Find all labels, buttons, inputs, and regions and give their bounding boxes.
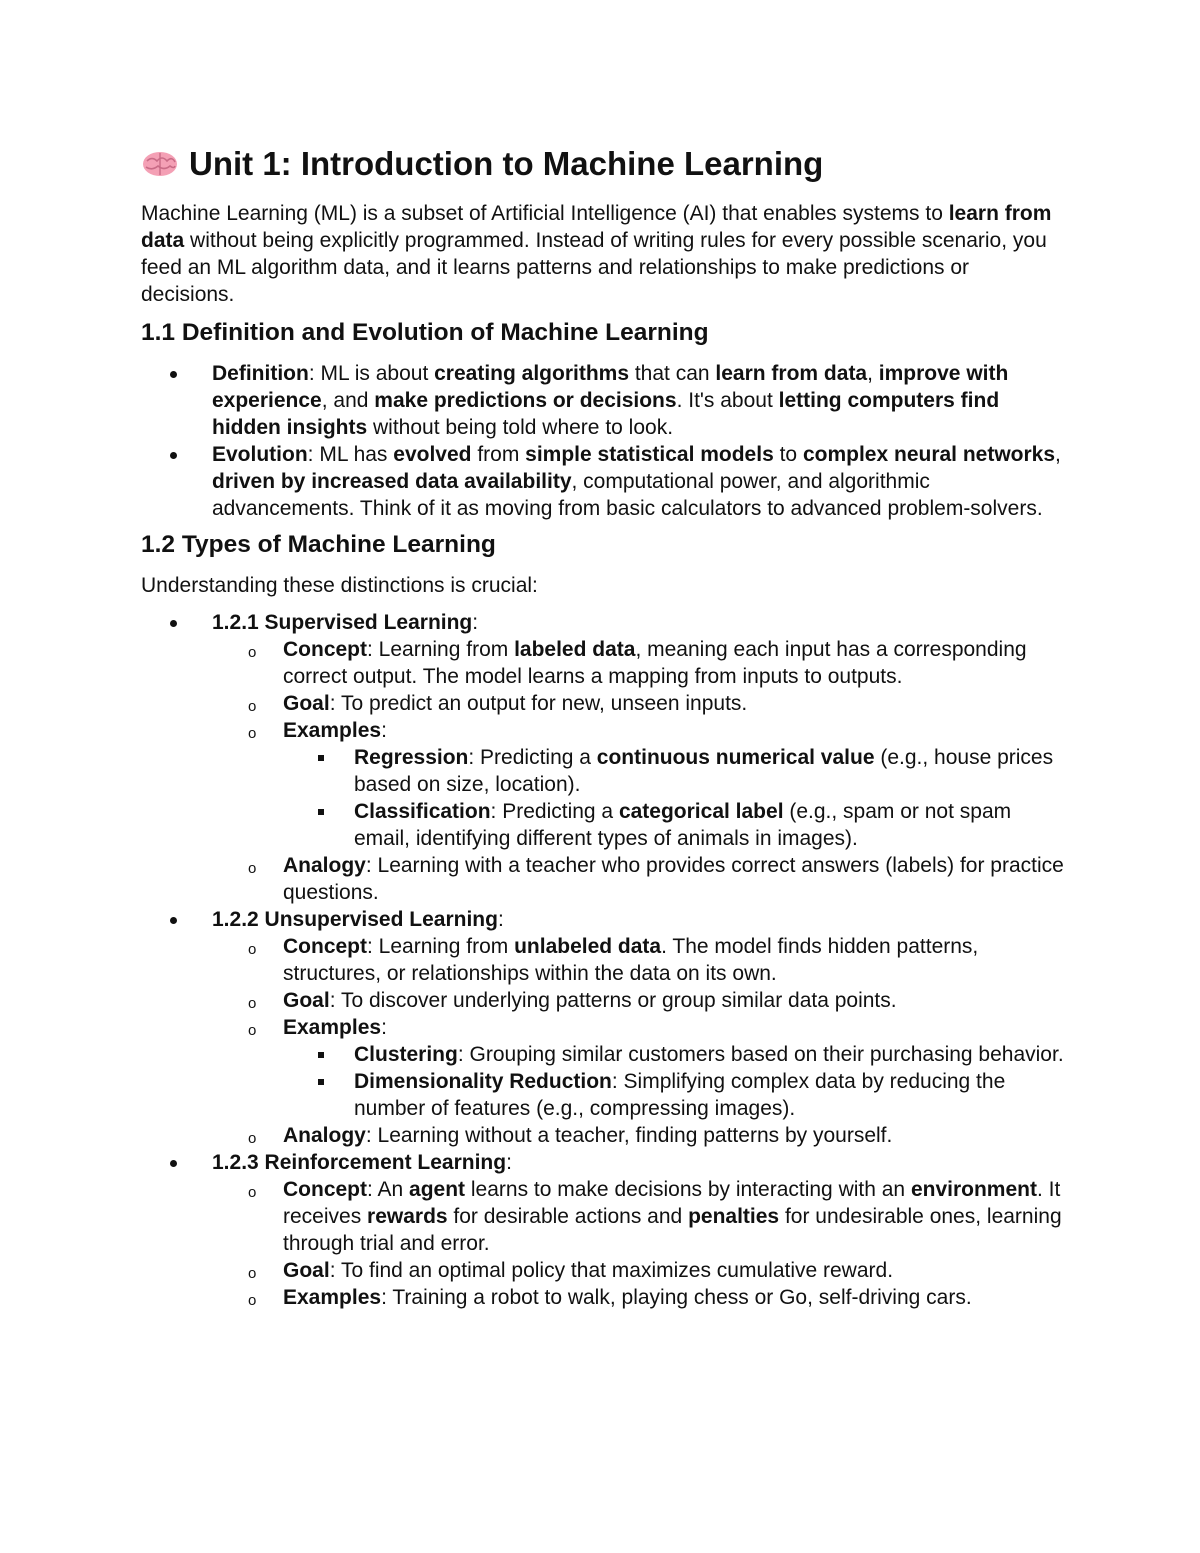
text-run: : Training a robot to walk, playing chess or Go, self-driving cars. xyxy=(381,1286,972,1309)
text-run: Machine Learning (ML) is a subset of Artificial Intelligence (AI) that enables systems to xyxy=(141,202,949,225)
bold-text-run: simple statistical models xyxy=(525,443,774,466)
circle-bullet-icon: o xyxy=(248,644,257,661)
reinforcement-learning-item xyxy=(212,1149,1066,1311)
bold-text-run: make predictions or decisions xyxy=(374,389,677,412)
text-run: , computational power, and algorithmic advancements. Think of it as moving from basic calculators to advanced problem-solvers. xyxy=(212,470,1043,520)
bold-text-run: Definition xyxy=(212,362,309,385)
examples-item xyxy=(248,717,1066,852)
section-1-2-title: 1.2 Types of Machine Learning xyxy=(141,531,496,558)
text-run: : To predict an output for new, unseen inputs. xyxy=(329,692,748,715)
square-bullet-icon xyxy=(318,1052,324,1058)
bold-text-run: creating algorithms xyxy=(434,362,630,385)
text-run: : An xyxy=(367,1178,410,1201)
bullet-icon xyxy=(170,452,177,459)
goal-text xyxy=(283,989,897,1012)
bold-text-run: Dimensionality Reduction xyxy=(354,1070,612,1093)
bold-text-run: Examples xyxy=(283,1286,382,1309)
concept-item xyxy=(248,1176,1066,1257)
bold-text-run: letting computers find hidden insights xyxy=(212,389,1000,439)
examples-list xyxy=(283,1041,1066,1122)
bold-text-run: learn from data xyxy=(141,202,1052,252)
intro-paragraph xyxy=(141,200,1066,308)
examples-label xyxy=(283,1016,387,1039)
text-run: for undesirable ones, learning through trial and error. xyxy=(283,1205,1062,1255)
bold-text-run: labeled data xyxy=(514,638,636,661)
text-run: : Learning from xyxy=(367,935,515,958)
text-run: , meaning each input has a corresponding correct output. The model learns a mapping from inputs to outputs. xyxy=(283,638,1027,688)
bold-text-run: Analogy xyxy=(283,1124,366,1147)
circle-bullet-icon: o xyxy=(248,698,257,715)
bullet-icon xyxy=(170,1160,177,1167)
bold-text-run: 1.2.1 Supervised Learning xyxy=(212,611,473,634)
bold-text-run: learn from data xyxy=(715,362,868,385)
analogy-text xyxy=(283,1124,892,1147)
analogy-item xyxy=(248,852,1066,906)
text-run: : Predicting a xyxy=(490,800,619,823)
text-run: : xyxy=(497,908,504,931)
bold-text-run: categorical label xyxy=(618,800,784,823)
bold-text-run: agent xyxy=(409,1178,466,1201)
text-run: : xyxy=(381,719,387,742)
examples-item xyxy=(248,1014,1066,1122)
bullet-icon xyxy=(170,371,177,378)
section-1-1-title: 1.1 Definition and Evolution of Machine Learning xyxy=(141,319,709,346)
bold-text-run: Concept xyxy=(283,638,367,661)
learning-types-list xyxy=(141,609,1066,1311)
square-bullet-icon xyxy=(318,1079,324,1085)
bold-text-run: Clustering xyxy=(354,1043,458,1066)
concept-text xyxy=(283,935,978,985)
dimensionality-reduction-item xyxy=(354,1068,1066,1122)
circle-bullet-icon: o xyxy=(248,1130,257,1147)
text-run: . It receives xyxy=(283,1178,1061,1228)
unsupervised-learning-item xyxy=(212,906,1066,1149)
text-run: . The model finds hidden patterns, structures, or relationships within the data on its own. xyxy=(283,935,979,985)
text-run: (e.g., spam or not spam email, identifying different types of animals in images). xyxy=(354,800,1012,850)
text-run: . It's about xyxy=(676,389,779,412)
regression-item xyxy=(354,744,1066,798)
concept-item xyxy=(248,933,1066,987)
classification-item xyxy=(354,798,1066,852)
text-run: : Learning without a teacher, finding patterns by yourself. xyxy=(365,1124,893,1147)
circle-bullet-icon: o xyxy=(248,725,257,742)
reinforcement-heading xyxy=(212,1151,512,1174)
page-title-text: Unit 1: Introduction to Machine Learning xyxy=(189,145,824,182)
circle-bullet-icon: o xyxy=(248,1184,257,1201)
section-1-1-list xyxy=(141,360,1066,522)
circle-bullet-icon: o xyxy=(248,941,257,958)
text-run: , xyxy=(867,362,879,385)
regression-text xyxy=(354,746,1053,796)
bold-text-run: Classification xyxy=(354,800,491,823)
text-run: , xyxy=(1055,443,1061,466)
text-run: : Predicting a xyxy=(468,746,597,769)
bold-text-run: rewards xyxy=(367,1205,448,1228)
reinforcement-details xyxy=(212,1176,1066,1311)
bold-text-run: Analogy xyxy=(283,854,366,877)
bold-text-run: environment xyxy=(910,1178,1037,1201)
evolution-text xyxy=(212,443,1061,520)
dimensionality-reduction-text xyxy=(354,1070,1005,1120)
goal-item xyxy=(248,1257,1066,1284)
text-run: : xyxy=(472,611,479,634)
bold-text-run: Goal xyxy=(283,1259,330,1282)
circle-bullet-icon: o xyxy=(248,860,257,877)
bold-text-run: 1.2.3 Reinforcement Learning xyxy=(212,1151,507,1174)
concept-item xyxy=(248,636,1066,690)
bold-text-run: Regression xyxy=(354,746,469,769)
examples-label xyxy=(283,719,387,742)
text-run: : Learning with a teacher who provides correct answers (labels) for practice questions. xyxy=(283,854,1064,904)
square-bullet-icon xyxy=(318,809,324,815)
analogy-item xyxy=(248,1122,1066,1149)
bullet-icon xyxy=(170,620,177,627)
section-1-2-lead: Understanding these distinctions is crucial: xyxy=(141,574,538,597)
text-run: : xyxy=(381,1016,387,1039)
text-run: (e.g., house prices based on size, location). xyxy=(354,746,1054,796)
bold-text-run: continuous numerical value xyxy=(596,746,875,769)
supervised-details xyxy=(212,636,1066,906)
text-run: learns to make decisions by interacting with an xyxy=(465,1178,911,1201)
text-run: , and xyxy=(321,389,375,412)
text-run: without being told where to look. xyxy=(367,416,674,439)
text-run: : Grouping similar customers based on their purchasing behavior. xyxy=(457,1043,1064,1066)
examples-text xyxy=(283,1286,972,1309)
supervised-learning-item xyxy=(212,609,1066,906)
text-run: : Learning from xyxy=(367,638,515,661)
text-run: for desirable actions and xyxy=(447,1205,689,1228)
bold-text-run: Goal xyxy=(283,989,330,1012)
goal-text xyxy=(283,1259,893,1282)
text-run: that can xyxy=(629,362,716,385)
bold-text-run: penalties xyxy=(688,1205,780,1228)
bold-text-run: Examples xyxy=(283,1016,382,1039)
definition-text xyxy=(212,362,1008,439)
unsupervised-details xyxy=(212,933,1066,1149)
document-page xyxy=(141,138,1066,1311)
definition-item xyxy=(212,360,1066,441)
text-run: from xyxy=(471,443,526,466)
bold-text-run: unlabeled data xyxy=(514,935,662,958)
text-run: to xyxy=(773,443,803,466)
circle-bullet-icon: o xyxy=(248,1265,257,1282)
examples-item xyxy=(248,1284,1066,1311)
goal-text xyxy=(283,692,747,715)
bold-text-run: Goal xyxy=(283,692,330,715)
bold-text-run: complex neural networks xyxy=(802,443,1056,466)
bold-text-run: driven by increased data availability xyxy=(212,470,572,493)
bold-text-run: Examples xyxy=(283,719,382,742)
circle-bullet-icon: o xyxy=(248,995,257,1012)
clustering-item xyxy=(354,1041,1066,1068)
text-run: : xyxy=(506,1151,512,1174)
evolution-item xyxy=(212,441,1066,522)
circle-bullet-icon: o xyxy=(248,1022,257,1039)
bold-text-run: Concept xyxy=(283,1178,367,1201)
bold-text-run: 1.2.2 Unsupervised Learning xyxy=(212,908,498,931)
analogy-text xyxy=(283,854,1064,904)
brain-icon xyxy=(141,149,179,179)
bold-text-run: Concept xyxy=(283,935,367,958)
text-run: : ML has xyxy=(307,443,394,466)
clustering-text xyxy=(354,1043,1064,1066)
text-run: : ML is about xyxy=(308,362,435,385)
text-run: : To discover underlying patterns or group similar data points. xyxy=(329,989,897,1012)
bold-text-run: evolved xyxy=(393,443,472,466)
bullet-icon xyxy=(170,917,177,924)
classification-text xyxy=(354,800,1011,850)
bold-text-run: improve with experience xyxy=(212,362,1009,412)
bold-text-run: Evolution xyxy=(212,443,308,466)
examples-list xyxy=(283,744,1066,852)
goal-item xyxy=(248,987,1066,1014)
concept-text xyxy=(283,1178,1062,1255)
square-bullet-icon xyxy=(318,755,324,761)
goal-item xyxy=(248,690,1066,717)
text-run: : Simplifying complex data by reducing the number of features (e.g., compressing images). xyxy=(354,1070,1006,1120)
text-run: : To find an optimal policy that maximizes cumulative reward. xyxy=(329,1259,894,1282)
circle-bullet-icon: o xyxy=(248,1292,257,1309)
supervised-heading xyxy=(212,611,478,634)
page-title xyxy=(141,138,1066,190)
unsupervised-heading xyxy=(212,908,504,931)
concept-text xyxy=(283,638,1027,688)
text-run: without being explicitly programmed. Instead of writing rules for every possible scenario, you feed an ML algorithm data, and it learns patterns and relationships to make predictions or decisions. xyxy=(141,229,1047,306)
